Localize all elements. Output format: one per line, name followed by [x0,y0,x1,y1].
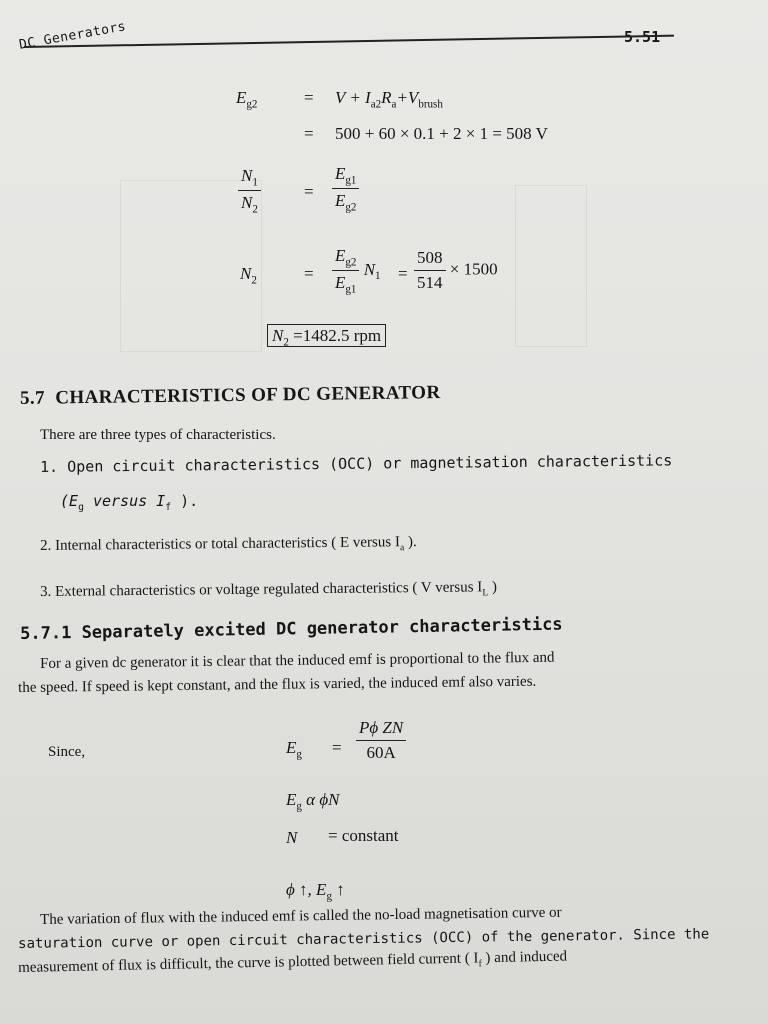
subsection-heading: 5.7.1 Separately excited DC generator characteristics [20,614,563,644]
eq-n2-equals-2: = [398,264,408,283]
eq-eg2: $E_{g2}$ [236,88,258,111]
para1-line2: the speed. If speed is kept constant, and the flux is varied, the induced emf also varies. [18,673,537,696]
eq-n2-equals: = [304,264,314,283]
list-item-2: 2. Internal characteristics or total characteristics ( E versus $I_a$ ). [40,534,417,554]
para2-line3: measurement of flux is difficult, the curve is plotted between field current ( $I_f$ ) and induced [18,948,568,976]
eq-arrows: ϕ ↑, $E_g$ ↑ [286,880,345,903]
para2-line2: saturation curve or open circuit characteristics (OCC) of the generator. Since the [18,926,710,952]
eq-n2-lhs: $N_2$ [240,264,257,287]
eq-ratio-lhs: $\frac{N_1}{N_2}$ [238,166,261,216]
since-label: Since, [48,744,86,760]
eq-eg-frac: $\frac{\text{Pϕ ZN}}{60A}$ [356,718,406,763]
eq-eg-lhs: $E_g$ [286,738,302,761]
eq-n-constant-lhs: N [286,828,298,847]
eq-ratio-equals: = [304,182,314,201]
eg2-lhs: E [236,88,247,107]
header-rule [24,35,674,48]
eq-n2-frac: $\frac{E_{g2}}{E_{g1}}$ $N_1$ [332,246,381,296]
show-through-box-right [515,185,587,347]
running-header-title: DC Generators [18,19,128,53]
section-intro: There are three types of characteristics. [40,427,276,443]
para2-line1: The variation of flux with the induced emf is called the no-load magnetisation curve or [40,904,562,928]
para1-line1: For a given dc generator it is clear that the induced emf is proportional to the flux and [40,649,555,672]
eq-eg2-calc: 500 + 60 × 0.1 + 2 × 1 = 508 V [335,124,548,143]
eq-eg2-equals-2: = [304,124,314,143]
list-item-1: 1. Open circuit characteristics (OCC) or magnetisation characteristics [40,451,673,476]
section-heading: 5.7 CHARACTERISTICS OF DC GENERATOR [19,382,441,409]
list-item-3: 3. External characteristics or voltage regulated characteristics ( V versus $I_L$ ) [40,579,498,600]
eq-eg-equals: = [332,738,342,757]
eq-n2-values: $\frac{508}{514}$ × 1500 [414,248,498,293]
list-item-1-cont: ($E_g$ versus $I_f$ ). [60,492,199,513]
eq-eg2-equals: = [304,88,314,107]
eq-eg2-rhs: $V + I_{a2}R_a+V_{brush}$ [335,88,443,111]
eq-proportional: $E_g$ α ϕN [286,790,340,813]
page-number: 5.51 [624,28,661,46]
eq-ratio-rhs: $\frac{E_{g1}}{E_{g2}}$ [332,164,359,214]
boxed-result: $N_2 =1482.5$ rpm [267,326,386,348]
eq-n-constant-rhs: = constant [328,826,399,845]
